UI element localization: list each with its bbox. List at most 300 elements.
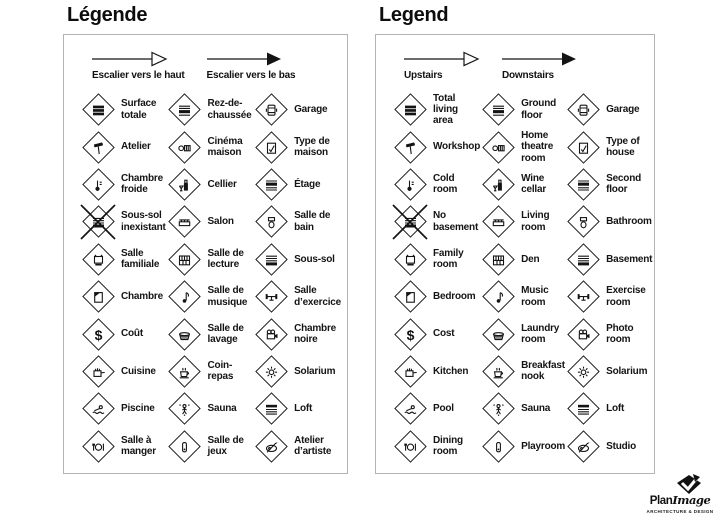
legend-item-label: Chambre [121, 290, 163, 302]
symbol-glyph [263, 438, 279, 454]
legend-item [167, 315, 254, 352]
legend-item-label: Loft [606, 403, 625, 415]
laundry-room-icon [167, 316, 203, 352]
cost-icon [392, 316, 428, 352]
arrow-label: Upstairs [404, 70, 443, 81]
legend-item [565, 353, 652, 390]
symbol-diamond [482, 168, 515, 201]
basement-icon [253, 241, 289, 277]
symbol-diamond [168, 280, 201, 313]
symbol-diamond [482, 93, 515, 126]
symbol-glyph [575, 289, 591, 305]
symbol-glyph [575, 251, 591, 267]
legend-item [565, 241, 652, 278]
logo-brand-italic: Image [672, 493, 711, 507]
legend-item [480, 128, 565, 165]
legend-item-label: Type of house [606, 135, 640, 159]
symbol-diamond [394, 131, 427, 164]
symbol-diamond [482, 318, 515, 351]
exercise-room-icon [565, 279, 601, 315]
stairs-up-arrow [404, 51, 480, 67]
photo-room-icon [565, 316, 601, 352]
legend-item-label: Music room [521, 285, 549, 308]
symbol-glyph [263, 363, 279, 379]
legend-item-label: Cuisine [121, 365, 156, 377]
legend-item-label: Exercise room [606, 285, 646, 308]
legend-item-label: Sauna [207, 403, 237, 415]
symbol-glyph [90, 214, 106, 230]
family-room-icon [392, 241, 428, 277]
living-room-icon [480, 204, 516, 240]
legend-item-label: Basement [606, 253, 653, 265]
legend-item-label: Sous-sol inexistant [121, 210, 166, 233]
symbol-glyph [575, 363, 591, 379]
symbol-glyph [177, 289, 193, 305]
symbol-glyph [575, 102, 591, 118]
legend-item-label: Living room [521, 210, 550, 233]
symbol-diamond [255, 131, 288, 164]
legend-item [80, 91, 167, 128]
symbol-glyph [402, 326, 418, 342]
legend-item-label: Salle de lecture [207, 247, 244, 271]
legend-item-label: Dining room [433, 434, 463, 458]
cold-room-icon [80, 166, 116, 202]
no-basement-icon [80, 204, 116, 240]
symbol-glyph [90, 363, 106, 379]
playroom-icon [167, 428, 203, 464]
symbol-glyph [490, 326, 506, 342]
symbol-diamond [168, 131, 201, 164]
dollar-glyph: $ [406, 326, 414, 343]
bedroom-icon [392, 279, 428, 315]
second-floor-icon [253, 166, 289, 202]
legend-item [80, 278, 167, 315]
legend-item [480, 428, 565, 465]
symbol-diamond [482, 280, 515, 313]
living-room-icon [167, 204, 203, 240]
wine-cellar-icon [167, 166, 203, 202]
symbol-diamond [255, 430, 288, 463]
legend-item-label: Photo room [606, 322, 634, 346]
symbol-diamond [168, 430, 201, 463]
symbol-glyph [263, 251, 279, 267]
loft-icon [565, 391, 601, 427]
wine-cellar-icon [480, 166, 516, 202]
symbol-glyph [402, 176, 418, 192]
legend-item-label: No basement [433, 210, 479, 233]
den-icon [480, 241, 516, 277]
symbol-diamond [82, 131, 115, 164]
symbol-diamond [168, 243, 201, 276]
symbol-diamond [394, 280, 427, 313]
symbol-diamond [394, 430, 427, 463]
home-theatre-icon [480, 129, 516, 165]
kitchen-icon [392, 353, 428, 389]
loft-icon [253, 391, 289, 427]
symbol-diamond [82, 393, 115, 426]
symbol-diamond [482, 355, 515, 388]
symbol-diamond [482, 243, 515, 276]
legend-item [253, 278, 341, 315]
symbol-glyph [402, 214, 418, 230]
no-basement-icon [392, 204, 428, 240]
legend-item-label: Atelier [121, 141, 151, 153]
stairs-up-arrow [92, 51, 185, 67]
basement-icon [565, 241, 601, 277]
legend-item [565, 128, 652, 165]
symbol-glyph [402, 363, 418, 379]
symbol-diamond [82, 93, 115, 126]
symbol-diamond [394, 393, 427, 426]
legend-item-label: Garage [606, 104, 640, 115]
legend-grid-en [392, 91, 653, 465]
legend-item-label: Wine cellar [521, 173, 547, 196]
solarium-icon [565, 353, 601, 389]
studio-icon [565, 428, 601, 464]
legend-item [392, 353, 480, 390]
legend-item-label: Total living area [433, 92, 458, 127]
legend-item [480, 203, 565, 240]
legend-item [565, 278, 652, 315]
legend-item-label: Laundry room [521, 322, 560, 346]
legend-item-label: Salle de bain [294, 210, 331, 233]
cold-room-icon [392, 166, 428, 202]
arrow-item-hollow [404, 51, 480, 81]
legend-item-label: Salon [207, 216, 234, 228]
total-living-area-icon [80, 92, 116, 128]
symbol-glyph [575, 139, 591, 155]
type-of-house-icon [565, 129, 601, 165]
symbol-diamond [255, 355, 288, 388]
symbol-diamond [255, 393, 288, 426]
symbol-diamond [168, 168, 201, 201]
legend-item-label: Bedroom [433, 290, 476, 302]
symbol-glyph [90, 176, 106, 192]
symbol-glyph [490, 176, 506, 192]
legend-item [253, 91, 341, 128]
symbol-glyph [177, 326, 193, 342]
symbol-diamond [168, 318, 201, 351]
legend-item-label: Salle de lavage [207, 322, 244, 346]
symbol-diamond [567, 131, 600, 164]
playroom-icon [480, 428, 516, 464]
symbol-glyph [402, 438, 418, 454]
garage-icon [253, 92, 289, 128]
breakfast-nook-icon [480, 353, 516, 389]
legend-item [253, 428, 341, 465]
legend-item-label: Bathroom [606, 216, 652, 228]
symbol-glyph [90, 401, 106, 417]
symbol-diamond [567, 206, 600, 239]
legend-item [480, 166, 565, 203]
legend-item-label: Home theatre room [521, 130, 554, 164]
exercise-room-icon [253, 279, 289, 315]
legend-item-label: Cinéma maison [207, 135, 243, 159]
pool-icon [80, 391, 116, 427]
legend-item [80, 428, 167, 465]
second-floor-icon [565, 166, 601, 202]
symbol-glyph [177, 102, 193, 118]
legend-item-label: Chambre froide [121, 173, 163, 196]
symbol-diamond [255, 243, 288, 276]
symbol-glyph [90, 438, 106, 454]
legend-item-label: Salle de musique [207, 285, 248, 308]
symbol-glyph [90, 251, 106, 267]
pool-icon [392, 391, 428, 427]
ground-floor-icon [167, 92, 203, 128]
dining-room-icon [80, 428, 116, 464]
den-icon [167, 241, 203, 277]
symbol-diamond [567, 280, 600, 313]
legend-item-label: Étage [294, 178, 321, 190]
legend-item [80, 203, 167, 240]
legend-item-label: Solarium [606, 365, 648, 377]
symbol-diamond [482, 393, 515, 426]
arrow-item-solid [502, 51, 578, 81]
symbol-diamond [394, 206, 427, 239]
legend-item [80, 315, 167, 352]
legend-box-en [375, 34, 655, 474]
symbol-glyph [263, 139, 279, 155]
legend-item [167, 203, 254, 240]
legend-item [565, 428, 652, 465]
sauna-icon [167, 391, 203, 427]
panel-title-fr: Légende [67, 4, 148, 26]
workshop-icon [392, 129, 428, 165]
legend-item-label: Chambre noire [294, 322, 337, 346]
planimage-wordmark [642, 495, 718, 508]
symbol-diamond [168, 393, 201, 426]
breakfast-nook-icon [167, 353, 203, 389]
sauna-icon [480, 391, 516, 427]
legend-item [480, 353, 565, 390]
legend-item [480, 315, 565, 352]
legend-item-label: Salle à manger [121, 434, 156, 458]
legend-item [80, 390, 167, 427]
symbol-diamond [255, 318, 288, 351]
legend-item [480, 390, 565, 427]
symbol-diamond [567, 355, 600, 388]
symbol-glyph [177, 363, 193, 379]
panel-title-en: Legend [379, 4, 449, 26]
garage-icon [565, 92, 601, 128]
legend-item-label: Coin-repas [207, 360, 234, 383]
legend-item [253, 128, 341, 165]
legend-box-fr [63, 34, 348, 474]
legend-item [392, 315, 480, 352]
legend-item [392, 390, 480, 427]
symbol-glyph [575, 214, 591, 230]
total-living-area-icon [392, 92, 428, 128]
legend-item [253, 390, 341, 427]
symbol-diamond [394, 93, 427, 126]
legend-item-label: Ground floor [521, 98, 557, 121]
symbol-glyph [263, 214, 279, 230]
legend-item [80, 353, 167, 390]
symbol-glyph [402, 289, 418, 305]
legend-item [565, 390, 652, 427]
workshop-icon [80, 129, 116, 165]
bathroom-icon [565, 204, 601, 240]
symbol-diamond [567, 93, 600, 126]
legend-item [167, 278, 254, 315]
music-room-icon [167, 279, 203, 315]
legend-panel-en [375, 0, 655, 474]
legend-item-label: Sous-sol [294, 253, 335, 265]
legend-item [167, 166, 254, 203]
symbol-glyph [402, 139, 418, 155]
symbol-diamond [567, 168, 600, 201]
legend-item-label: Workshop [433, 141, 481, 153]
family-room-icon [80, 241, 116, 277]
kitchen-icon [80, 353, 116, 389]
symbol-glyph [490, 363, 506, 379]
symbol-glyph [263, 102, 279, 118]
bedroom-icon [80, 279, 116, 315]
symbol-glyph [177, 251, 193, 267]
dollar-glyph: $ [94, 326, 102, 343]
legend-item-label: Salle familiale [121, 247, 160, 271]
legend-item-label: Coût [121, 328, 143, 340]
symbol-diamond [567, 243, 600, 276]
legend-item [392, 241, 480, 278]
ground-floor-icon [480, 92, 516, 128]
legend-item [480, 241, 565, 278]
legend-item-label: Sauna [521, 403, 551, 415]
symbol-glyph [402, 251, 418, 267]
legend-item [253, 166, 341, 203]
legend-item [565, 166, 652, 203]
symbol-diamond [255, 168, 288, 201]
legend-item [565, 91, 652, 128]
symbol-glyph [177, 176, 193, 192]
legend-item [565, 203, 652, 240]
symbol-glyph [490, 289, 506, 305]
legend-item [167, 390, 254, 427]
symbol-glyph [490, 401, 506, 417]
legend-item-label: Cold room [433, 173, 458, 196]
symbol-glyph [575, 176, 591, 192]
symbol-diamond [567, 393, 600, 426]
symbol-diamond [168, 93, 201, 126]
symbol-diamond [168, 206, 201, 239]
legend-item-label: Solarium [294, 365, 336, 377]
legend-item-label: Second floor [606, 173, 642, 196]
symbol-glyph [490, 438, 506, 454]
symbol-diamond [82, 243, 115, 276]
symbol-glyph [490, 139, 506, 155]
logo-tagline: ARCHITECTURE & DESIGN [646, 508, 714, 514]
symbol-diamond [394, 243, 427, 276]
symbol-glyph [177, 139, 193, 155]
symbol-glyph [263, 289, 279, 305]
symbol-diamond [482, 206, 515, 239]
legend-item [167, 241, 254, 278]
symbol-diamond [394, 318, 427, 351]
bathroom-icon [253, 204, 289, 240]
symbol-glyph [575, 438, 591, 454]
legend-item-label: Type de maison [294, 135, 330, 159]
legend-panel-fr [63, 0, 348, 474]
legend-item [392, 278, 480, 315]
symbol-diamond [82, 206, 115, 239]
studio-icon [253, 428, 289, 464]
symbol-glyph [575, 401, 591, 417]
legend-item-label: Atelier d’artiste [294, 434, 332, 458]
cost-icon [80, 316, 116, 352]
symbol-glyph [402, 401, 418, 417]
solarium-icon [253, 353, 289, 389]
legend-item-label: Salle d’exercice [294, 285, 342, 308]
symbol-glyph [177, 438, 193, 454]
symbol-diamond [482, 430, 515, 463]
legend-item [392, 128, 480, 165]
legend-item [80, 128, 167, 165]
legend-item [253, 353, 341, 390]
music-room-icon [480, 279, 516, 315]
symbol-glyph [490, 102, 506, 118]
symbol-diamond [82, 355, 115, 388]
legend-item [167, 353, 254, 390]
legend-item [253, 241, 341, 278]
symbol-glyph [575, 326, 591, 342]
legend-item-label: Cost [433, 328, 455, 340]
symbol-glyph [177, 214, 193, 230]
legend-item [253, 315, 341, 352]
symbol-diamond [394, 355, 427, 388]
dining-room-icon [392, 428, 428, 464]
symbol-glyph [90, 326, 106, 342]
legend-item-label: Garage [294, 104, 328, 115]
legend-grid-fr [80, 91, 341, 465]
arrow-label: Escalier vers le haut [92, 70, 185, 81]
type-of-house-icon [253, 129, 289, 165]
symbol-diamond [394, 168, 427, 201]
legend-item [480, 278, 565, 315]
stair-arrows [92, 51, 341, 81]
symbol-glyph [90, 139, 106, 155]
legend-item-label: Playroom [521, 440, 566, 452]
legend-item [167, 428, 254, 465]
legend-item-label: Rez-de-chaussée [207, 98, 252, 121]
legend-item [167, 91, 254, 128]
legend-item-label: Salle de jeux [207, 434, 244, 458]
legend-item-label: Surface totale [121, 98, 157, 121]
legend-item-label: Studio [606, 440, 636, 452]
symbol-diamond [82, 168, 115, 201]
symbol-glyph [90, 289, 106, 305]
photo-room-icon [253, 316, 289, 352]
symbol-glyph [177, 401, 193, 417]
symbol-diamond [82, 280, 115, 313]
legend-item [80, 241, 167, 278]
legend-item [167, 128, 254, 165]
legend-item [80, 166, 167, 203]
symbol-glyph [263, 401, 279, 417]
legend-item [392, 203, 480, 240]
legend-item [392, 166, 480, 203]
symbol-diamond [82, 318, 115, 351]
legend-item-label: Den [521, 253, 540, 265]
legend-item [253, 203, 341, 240]
symbol-glyph [402, 102, 418, 118]
symbol-diamond [168, 355, 201, 388]
legend-item-label: Breakfast nook [521, 360, 565, 383]
symbol-glyph [263, 326, 279, 342]
laundry-room-icon [480, 316, 516, 352]
legend-item-label: Kitchen [433, 365, 469, 377]
symbol-diamond [567, 430, 600, 463]
